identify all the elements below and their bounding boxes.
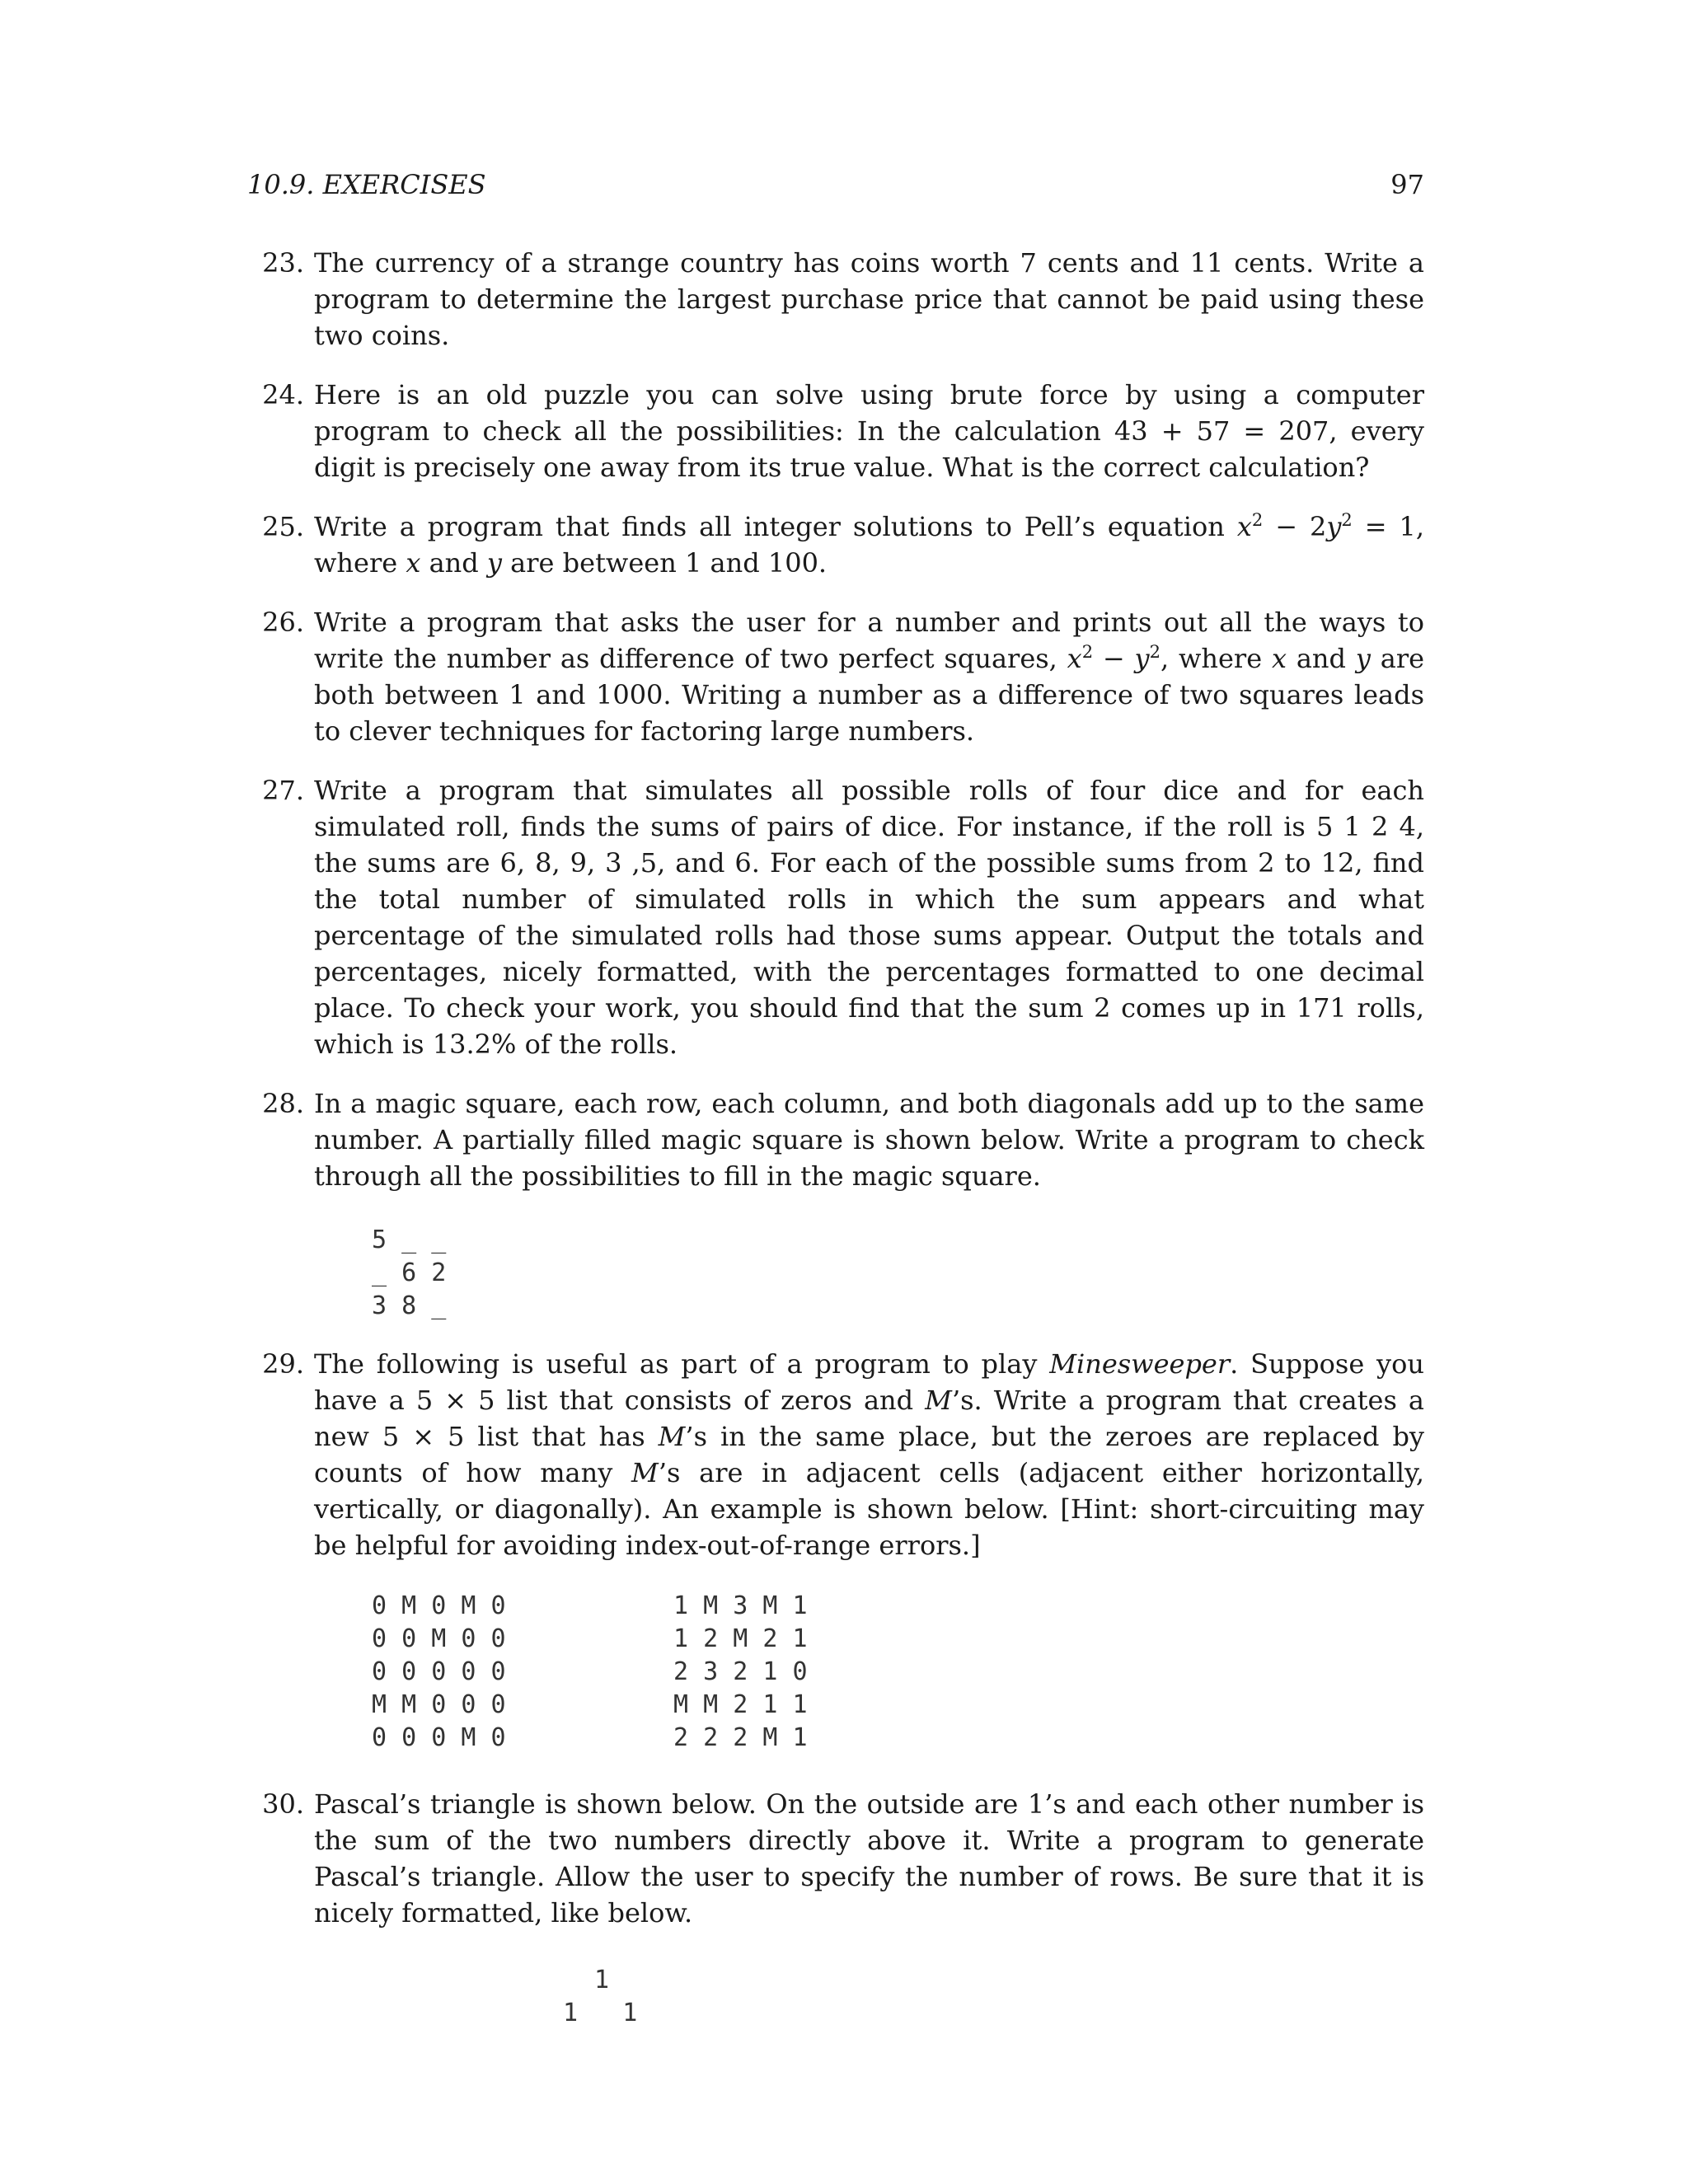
exercise-30	[247, 1786, 1424, 2033]
math-y: y	[1134, 643, 1150, 674]
exercise-number: 30.	[262, 1788, 304, 1820]
text-segment: are between 1 and 100.	[501, 547, 828, 579]
exercise-number: 28.	[262, 1088, 304, 1119]
exercise-text	[314, 1346, 1424, 1563]
math-y: y	[486, 547, 502, 579]
text-segment: The following is useful as part of a program to play	[314, 1348, 1050, 1380]
section-title: 10.9. EXERCISES	[247, 169, 486, 200]
math-operator: = 1	[1352, 511, 1416, 542]
exercise-number: 25.	[262, 511, 304, 542]
exercise-26	[247, 604, 1424, 749]
text-segment: ’s. Write a program that creates a new 5 × 5 list that has	[314, 1385, 1425, 1452]
text-segment: are both between 1 and 1000. Writing a number as a difference of two squares leads to clever techniques for factoring large numbers.	[314, 643, 1425, 747]
math-operator: − 2	[1263, 511, 1327, 542]
text-segment: ’s are in adjacent cells (adjacent either horizontally, vertically, or diagonally). An example is shown below. [Hint: short-circuiting may be helpful for avoiding index-out-of-range errors.]	[314, 1457, 1425, 1561]
exercise-number: 24.	[262, 379, 304, 410]
pascal-row: 1	[594, 1966, 610, 1994]
exercise-text: Write a program that simulates all possible rolls of four dice and for each simulated roll, finds the sums of pairs of dice. For instance, if the roll is 5 1 2 4, the sums are 6, 8, 9, 3 ,5, and 6. For each of the possible sums from 2 to 12, find the total number of simulated rolls in which the sum appears and what percentage of the simulated rolls had those sums appear. Output the totals and percentages, nicely formatted, with the percentages formatted to one decimal place. To check your work, you should find that the sum 2 comes up in 171 rolls, which is 13.2% of the rolls.	[314, 775, 1424, 1060]
exercise-number: 26.	[262, 607, 304, 638]
math-y: y	[1355, 643, 1371, 674]
page-number: 97	[1390, 169, 1424, 200]
text-segment: ’s in the same place, but the zeroes are replaced by counts of how many	[314, 1421, 1425, 1488]
exercise-number: 23.	[262, 247, 304, 279]
exercise-29	[247, 1346, 1424, 1763]
math-y: y	[1326, 511, 1342, 542]
minesweeper-output-grid: 1 M 3 M 1 1 2 M 2 1 2 3 2 1 0 M M 2 1 1 2 2 2 M 1	[673, 1591, 808, 1752]
exercise-28	[247, 1085, 1424, 1323]
math-operator: −	[1093, 643, 1135, 674]
text-segment: and	[420, 547, 487, 579]
pascal-triangle	[314, 1964, 1424, 2033]
text-segment: , where	[1160, 643, 1272, 674]
exercise-number: 29.	[262, 1348, 304, 1380]
superscript: 2	[1081, 642, 1094, 662]
math-m: M	[925, 1385, 952, 1416]
text-segment: and	[1287, 643, 1356, 674]
superscript: 2	[1251, 510, 1264, 530]
exercise-list	[247, 245, 1424, 2056]
exercise-text: In a magic square, each row, each column, and both diagonals add up to the same number. A partially filled magic square is shown below. Write a program to check through all the possibilities to fill in the magic square.	[314, 1088, 1424, 1192]
magic-square-grid: 5 _ _ _ 6 2 3 8 _	[372, 1226, 447, 1320]
minesweeper-input-grid: 0 M 0 M 0 0 0 M 0 0 0 0 0 0 0 M M 0 0 0 0 0 0 M 0	[372, 1591, 506, 1752]
exercise-text: The currency of a strange country has coins worth 7 cents and 11 cents. Write a program to determine the largest purchase price that cannot be paid using these two coins.	[314, 247, 1424, 351]
math-m: M	[631, 1457, 659, 1488]
exercise-text	[314, 509, 1424, 581]
exercise-number: 27.	[262, 775, 304, 806]
exercise-text: Pascal’s triangle is shown below. On the outside are 1’s and each other number is the sum of the two numbers directly above it. Write a program to generate Pascal’s triangle. Allow the user to specify the number of rows. Be sure that it is nicely formatted, like below.	[314, 1788, 1424, 1929]
math-m: M	[658, 1421, 686, 1452]
text-segment: Write a program that asks the user for a number and prints out all the ways to write the number as difference of two perfect squares,	[314, 607, 1424, 674]
running-header	[247, 169, 1424, 205]
text-segment: . Suppose you have a 5 × 5 list that consists of zeros and	[314, 1348, 1425, 1416]
exercise-text: Here is an old puzzle you can solve using brute force by using a computer program to check all the possibilities: In the calculation 43 + 57 = 207, every digit is precisely one away from its true value. What is the correct calculation?	[314, 379, 1424, 483]
math-x: x	[1067, 643, 1082, 674]
exercise-text	[314, 604, 1424, 749]
exercise-27	[247, 772, 1424, 1062]
math-x: x	[1236, 511, 1252, 542]
text-segment: Write a program that finds all integer solutions to Pell’s equation	[314, 511, 1237, 542]
game-title: Minesweeper	[1049, 1348, 1231, 1380]
math-x: x	[1271, 643, 1287, 674]
exercise-25	[247, 509, 1424, 581]
superscript: 2	[1341, 510, 1353, 530]
pascal-row: 1 1	[563, 1999, 638, 2027]
minesweeper-example	[372, 1590, 1424, 1763]
math-x: x	[406, 547, 421, 579]
exercise-24	[247, 377, 1424, 485]
exercise-23	[247, 245, 1424, 354]
superscript: 2	[1149, 642, 1160, 662]
text-segment: , where	[314, 511, 1425, 579]
